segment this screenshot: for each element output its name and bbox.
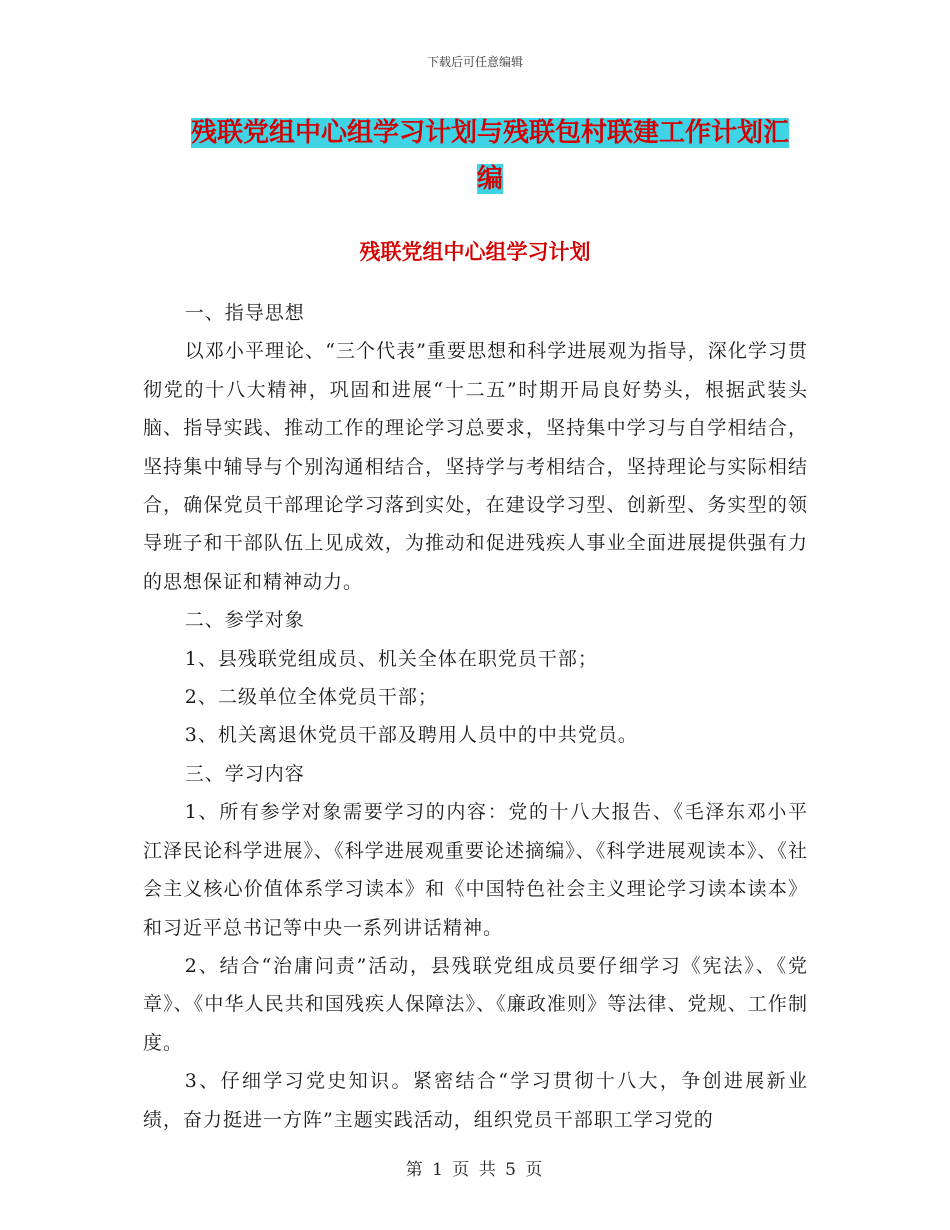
heading-participants: 二、参学对象 bbox=[184, 609, 305, 632]
document-body bbox=[143, 294, 808, 1139]
section-title: 残联党组中心组学习计划 bbox=[359, 240, 591, 264]
study-content-item-2: 2、结合“治庸问责”活动，县残联党组成员要仔细学习《宪法》、《党章》、《中华人民共和国残疾人保障法》、《廉政准则》等法律、党规、工作制度。 bbox=[143, 954, 808, 1054]
participant-item-1: 1、县残联党组成员、机关全体在职党员干部； bbox=[184, 647, 598, 670]
page-footer: 第 1 页 共 5 页 bbox=[405, 1160, 545, 1180]
participant-item-3: 3、机关离退休党员干部及聘用人员中的中共党员。 bbox=[184, 724, 638, 747]
study-content-item-3: 3、仔细学习党史知识。紧密结合“学习贯彻十八大，争创进展新业绩，奋力挺进一方阵”主题实践活动，组织党员干部职工学习党的 bbox=[143, 1070, 808, 1131]
document-title bbox=[160, 110, 820, 202]
document-title-line-2: 编 bbox=[476, 164, 503, 194]
participant-item-2: 2、二级单位全体党员干部； bbox=[184, 686, 438, 709]
heading-guiding-ideology: 一、指导思想 bbox=[184, 302, 305, 324]
document-title-line-1: 残联党组中心组学习计划与残联包村联建工作计划汇 bbox=[190, 118, 789, 148]
paragraph-guiding-ideology: 以邓小平理论、“三个代表”重要思想和科学进展观为指导，深化学习贯彻党的十八大精神，巩固和进展“十二五”时期开局良好势头，根据武装头脑、指导实践、推动工作的理论学习总要求，坚持集中学习与自学相结合，坚持集中辅导与个别沟通相结合，坚持学与考相结合，坚持理论与实际相结合，确保党员干部理论学习落到实处，在建设学习型、创新型、务实型的领导班子和干部队伍上见成效，为推动和促进残疾人事业全面进展提供强有力的思想保证和精神动力。 bbox=[143, 340, 808, 593]
heading-study-content: 三、学习内容 bbox=[184, 762, 305, 785]
study-content-item-1: 1、所有参学对象需要学习的内容：党的十八大报告、《毛泽东邓小平江泽民论科学进展》、《科学进展观重要论述摘编》、《科学进展观读本》、《社会主义核心价值体系学习读本》和《中国特色社会主义理论学习读本读本》和习近平总书记等中央一系列讲话精神。 bbox=[143, 801, 808, 939]
header-note: 下载后可任意编辑 bbox=[426, 55, 523, 69]
